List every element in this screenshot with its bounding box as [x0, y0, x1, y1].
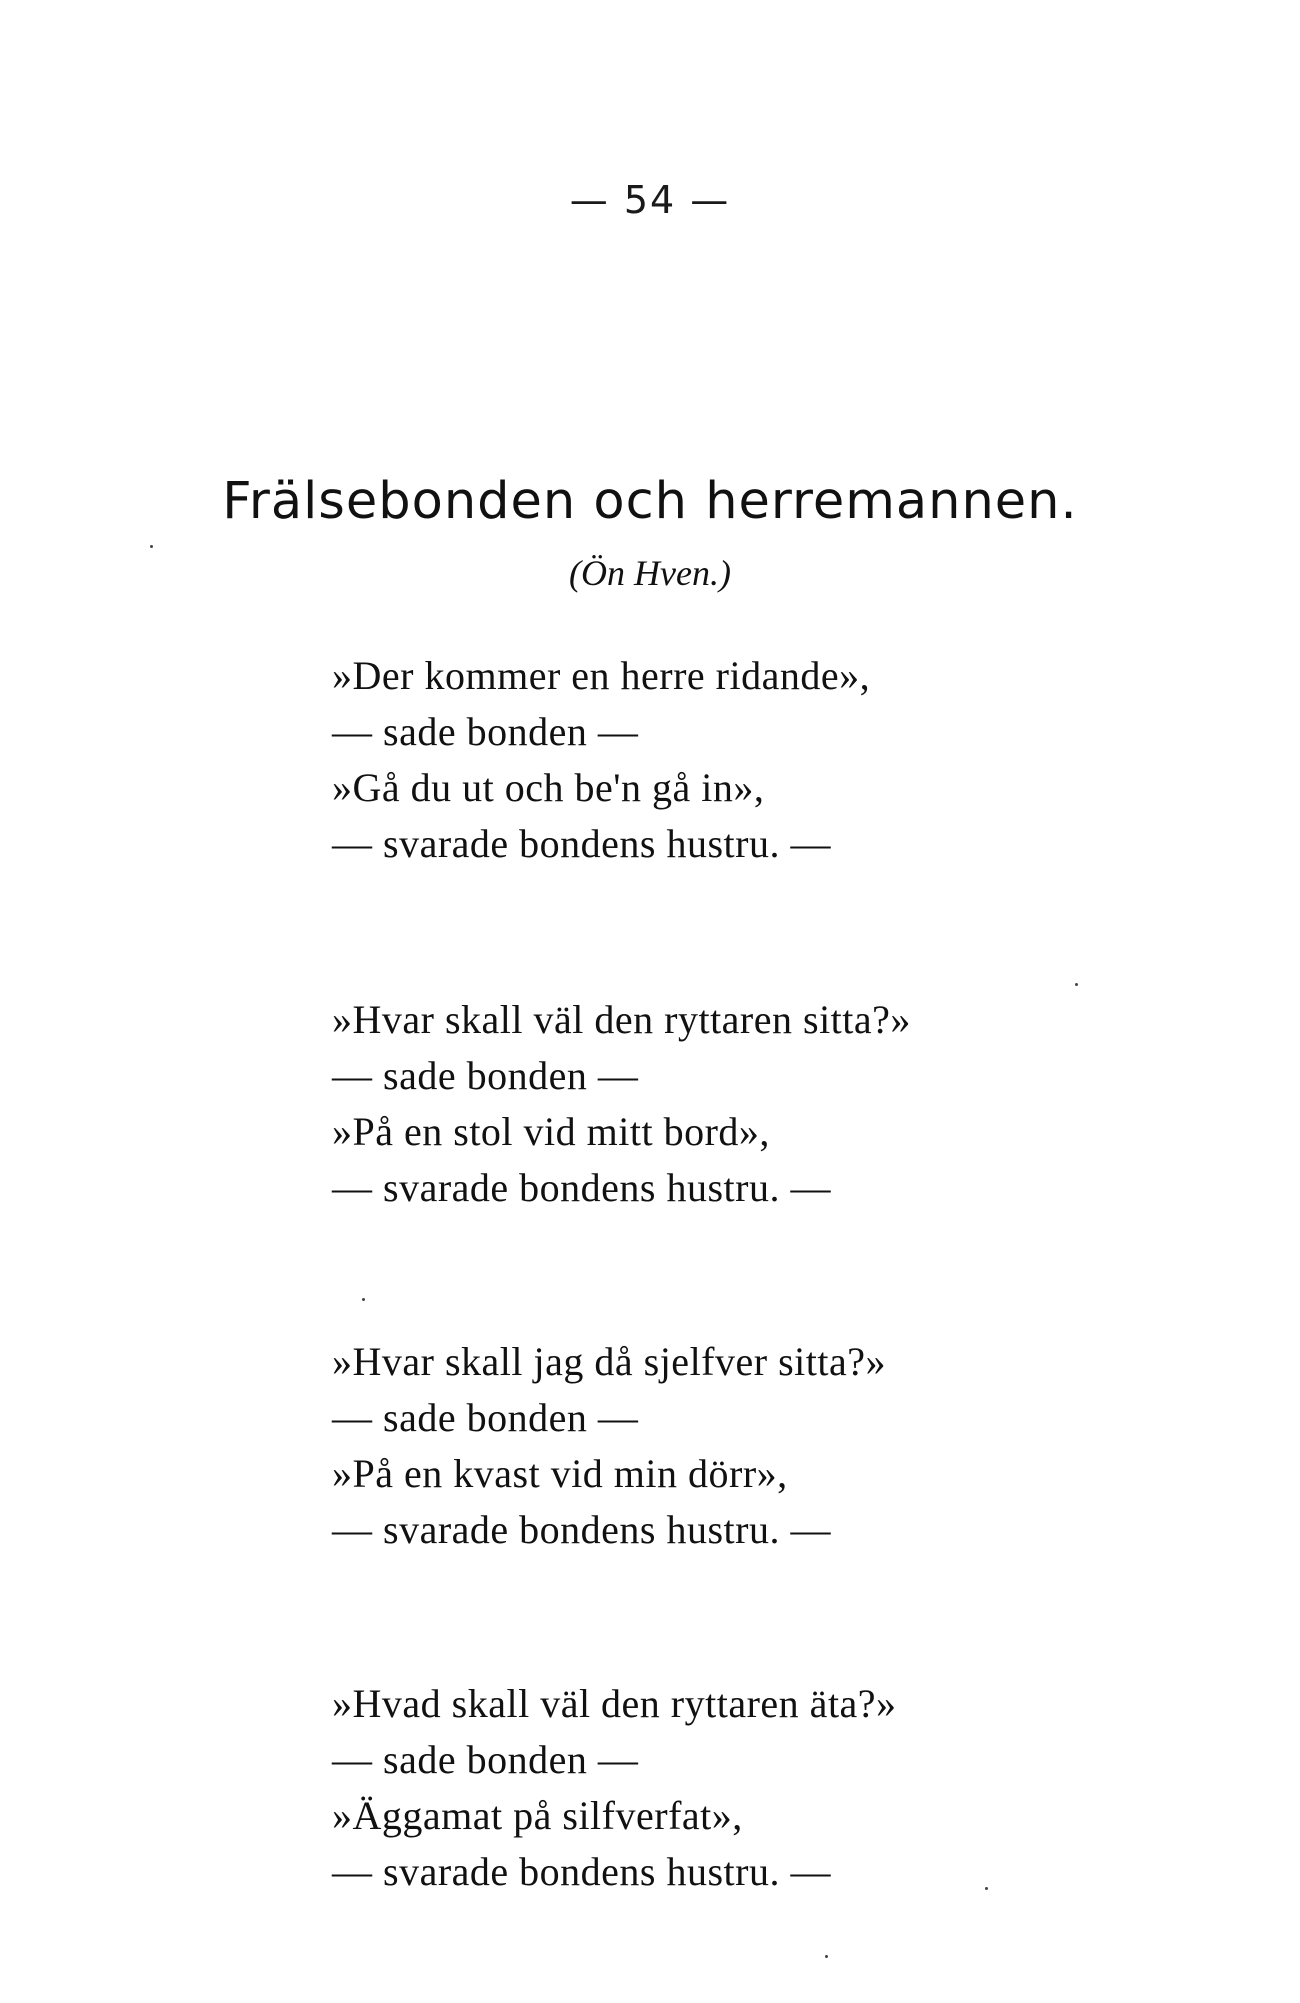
scan-speck: [362, 1298, 365, 1301]
verse-line: — svarade bondens hustru. —: [332, 1507, 831, 1552]
verse-line: — sade bonden —: [332, 1395, 639, 1440]
verse-line: »Hvar skall väl den ryttaren sitta?»: [332, 997, 911, 1042]
scan-speck: [150, 545, 153, 548]
scan-speck: [825, 1955, 828, 1958]
scan-speck: [985, 1887, 988, 1890]
verse-line: »Gå du ut och be'n gå in»,: [332, 765, 765, 810]
poem-subtitle: (Ön Hven.): [569, 553, 731, 593]
stanza: [332, 992, 1092, 1216]
verse-line: — sade bonden —: [332, 1053, 639, 1098]
stanza: [332, 1334, 1092, 1558]
page-number: — 54 —: [569, 178, 731, 222]
poem-title: Frälsebonden och herremannen.: [222, 472, 1078, 531]
verse-line: — svarade bondens hustru. —: [332, 1165, 831, 1210]
stanza: [332, 648, 1092, 872]
verse-line: »På en kvast vid min dörr»,: [332, 1451, 788, 1496]
verse-line: — svarade bondens hustru. —: [332, 1849, 831, 1894]
verse-line: »Hvad skall väl den ryttaren äta?»: [332, 1681, 897, 1726]
verse-line: »Der kommer en herre ridande»,: [332, 653, 871, 698]
verse-line: »På en stol vid mitt bord»,: [332, 1109, 770, 1154]
stanza: [332, 1676, 1092, 1900]
verse-line: — sade bonden —: [332, 1737, 639, 1782]
scan-speck: [1075, 983, 1078, 986]
verse-line: »Hvar skall jag då sjelfver sitta?»: [332, 1339, 886, 1384]
verse-line: — sade bonden —: [332, 709, 639, 754]
verse-line: — svarade bondens hustru. —: [332, 821, 831, 866]
verse-line: »Äggamat på silfverfat»,: [332, 1793, 743, 1838]
